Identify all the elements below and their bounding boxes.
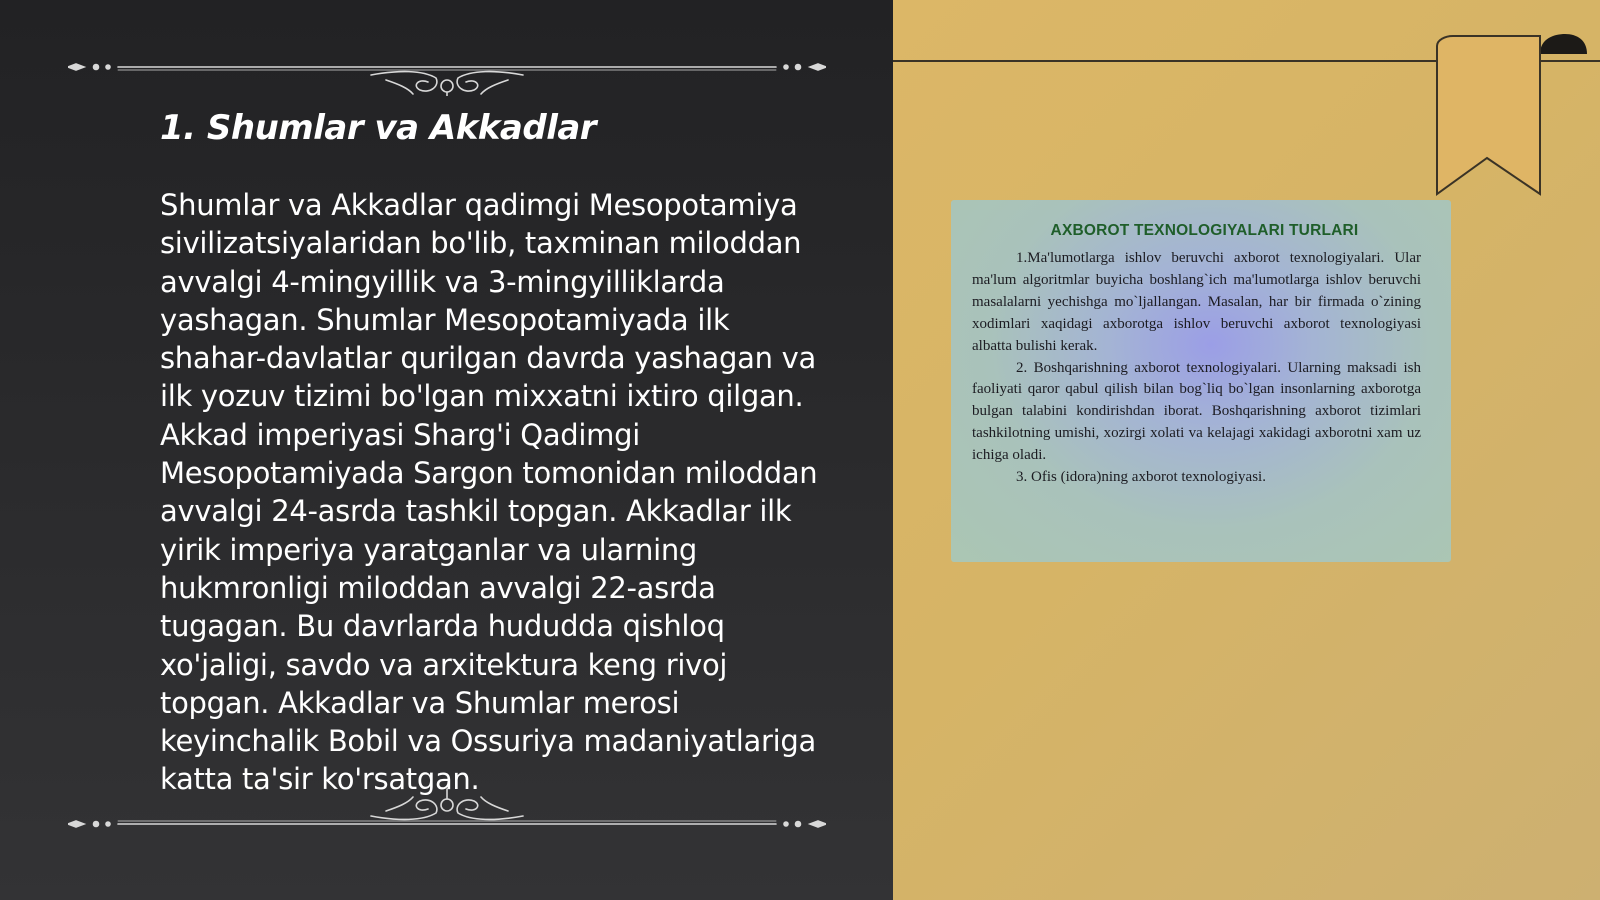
flourish-divider-top-icon	[68, 50, 826, 96]
document-image	[951, 200, 1451, 562]
document-paragraph-2: 2. Boshqarishning axborot texnologiyalari. Ularning maksadi ish faoliyati qaror qabul qilish bilan bog`liq bo`lgan insonlarning axborotga bulgan talabini kondirishdan iborat. Boshqarishning axborot tizimlari tashkilotning umishi, xozirgi xolati va kelajagi xakidagi axborotni xam uz ichiga oladi.	[972, 359, 1421, 464]
document-paragraph-3: 3. Ofis (idora)ning axborot texnologiyasi.	[1016, 469, 1266, 486]
document-paragraph-1: 1.Ma'lumotlarga ishlov beruvchi axborot texnologiyalari. Ular ma'lum algoritmlar buyicha boshlang`ich ma'lumotlarga ishlov beruvchi masalalarni yechishga mo`ljallangan. Masalan, har bir firmada o`zining xodimlari xaqidagi axborotga ishlov beruvchi axborot texnologiyasi albatta bulishi kerak.	[972, 250, 1421, 354]
slide-body-text: Shumlar va Akkadlar qadimgi Mesopotamiya sivilizatsiyalaridan bo'lib, taxminan miloddan avvalgi 4-mingyillik va 3-mingyilliklarda yashagan. Shumlar Mesopotamiyada ilk shahar-davlatlar qurilgan davrda yashagan va ilk yozuv tizimi bo'lgan mixxatni ixtiro qilgan. Akkad imperiyasi Sharg'i Qadimgi Mesopotamiyada Sargon tomonidan miloddan avvalgi 24-asrda tashkil topgan. Akkadlar ilk yirik imperiya yaratganlar va ularning hukmronligi miloddan avvalgi 22-asrda tugagan. Bu davrlarda hududda qishloq xo'jaligi, savdo va arxitektura keng rivoj topgan. Akkadlar va Shumlar merosi keyinchalik Bobil va Ossuriya madaniyatlariga katta ta'sir ko'rsatgan.	[160, 188, 818, 797]
document-heading: AXBOROT TEXNOLOGIYALARI TURLARI	[1050, 222, 1359, 239]
slide-title: 1. Shumlar va Akkadlar	[160, 108, 597, 148]
bookmark-ribbon-icon	[1435, 34, 1590, 198]
